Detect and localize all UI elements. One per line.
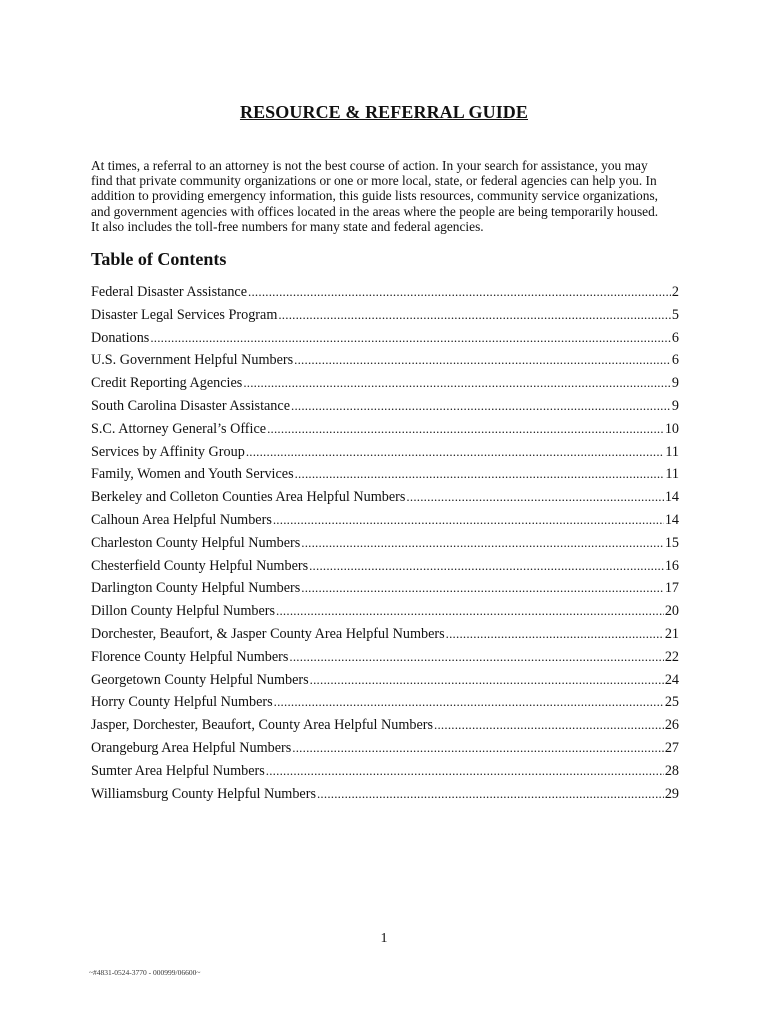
toc-entry-page: 11: [665, 443, 679, 460]
toc-entry-page: 9: [671, 397, 679, 414]
toc-entry-page: 2: [671, 284, 679, 300]
toc-entry-page: 26: [664, 717, 679, 734]
toc-entry[interactable]: [91, 307, 679, 330]
toc-entry-label: Credit Reporting Agencies: [91, 375, 243, 392]
toc-entry[interactable]: [91, 466, 679, 489]
toc-entry-page: 20: [664, 603, 679, 620]
toc-entry-page: 15: [664, 534, 679, 551]
toc-dot-leader: [266, 763, 664, 779]
toc-dot-leader: [291, 398, 671, 414]
toc-entry-label: Federal Disaster Assistance: [91, 284, 248, 300]
toc-entry-page: 29: [664, 785, 679, 802]
toc-dot-leader: [278, 307, 671, 323]
page-number: 1: [380, 931, 388, 946]
toc-entry-label: Jasper, Dorchester, Beaufort, County Area Helpful Numbers: [91, 717, 434, 734]
toc-entry-label: Orangeburg Area Helpful Numbers: [91, 739, 292, 756]
toc-entry-label: Williamsburg County Helpful Numbers: [91, 785, 316, 802]
toc-entry-page: 17: [664, 580, 679, 597]
toc-entry-label: Berkeley and Colleton Counties Area Helpful Numbers: [91, 489, 406, 506]
toc-entry[interactable]: [91, 512, 679, 535]
toc-entry[interactable]: [91, 489, 679, 512]
toc-entry-page: 9: [671, 375, 679, 392]
toc-entry-page: 28: [664, 762, 679, 779]
toc-entry-page: 16: [664, 557, 679, 574]
toc-entry-label: Family, Women and Youth Services: [91, 466, 294, 483]
toc-entry-label: Horry County Helpful Numbers: [91, 694, 273, 711]
intro-line: At times, a referral to an attorney is not the best course of action. In your search for assistance, you may: [91, 158, 648, 173]
toc-entry-label: U.S. Government Helpful Numbers: [91, 352, 294, 369]
toc-dot-leader: [274, 694, 664, 710]
toc-entry[interactable]: [91, 740, 679, 763]
toc-dot-leader: [150, 330, 671, 346]
toc-entry[interactable]: [91, 603, 679, 626]
toc-entry[interactable]: [91, 375, 679, 398]
toc-dot-leader: [309, 558, 664, 574]
toc-dot-leader: [446, 626, 664, 642]
toc-dot-leader: [301, 535, 664, 551]
page-title: RESOURCE & REFERRAL GUIDE: [239, 102, 529, 122]
intro-paragraph: [91, 158, 681, 234]
toc-entry-page: 6: [671, 329, 679, 346]
toc-entry[interactable]: [91, 694, 679, 717]
toc-entry-page: 24: [664, 671, 679, 688]
toc-entry[interactable]: [91, 421, 679, 444]
toc-entry[interactable]: [91, 398, 679, 421]
toc-entry[interactable]: [91, 535, 679, 558]
toc-entry[interactable]: [91, 580, 679, 603]
toc-dot-leader: [273, 512, 664, 528]
toc-entry[interactable]: [91, 626, 679, 649]
toc-entry-page: 27: [664, 739, 679, 756]
toc-entry-label: Dorchester, Beaufort, & Jasper County Area Helpful Numbers: [91, 625, 445, 642]
toc-entry[interactable]: [91, 649, 679, 672]
toc-entry[interactable]: [91, 444, 679, 467]
toc-entry-label: Florence County Helpful Numbers: [91, 648, 289, 665]
toc-entry[interactable]: [91, 352, 679, 375]
toc-entry-page: 11: [665, 466, 679, 483]
toc-entry-page: 5: [671, 306, 679, 323]
toc-entry-label: Services by Affinity Group: [91, 443, 245, 460]
toc-dot-leader: [267, 421, 664, 437]
toc-dot-leader: [434, 717, 664, 733]
toc-heading: Table of Contents: [91, 249, 227, 269]
toc-entry-label: Donations: [91, 329, 150, 346]
toc-dot-leader: [248, 284, 671, 300]
toc-dot-leader: [295, 466, 665, 482]
toc-dot-leader: [243, 375, 671, 391]
toc-dot-leader: [406, 489, 663, 505]
toc-entry-page: 22: [664, 648, 679, 665]
toc-entry-label: Dillon County Helpful Numbers: [91, 603, 276, 620]
toc-entry-page: 10: [664, 420, 679, 437]
toc-entry-page: 21: [664, 625, 679, 642]
intro-line: It also includes the toll-free numbers for many state and federal agencies.: [91, 218, 484, 234]
intro-line: addition to providing emergency information, this guide lists resources, community service organizations,: [91, 188, 659, 204]
toc-dot-leader: [289, 649, 663, 665]
toc-entry-label: Darlington County Helpful Numbers: [91, 580, 301, 597]
toc-entry-label: S.C. Attorney General’s Office: [91, 420, 267, 437]
document-id: ~#4831-0524-3770 - 000999/06600~: [89, 968, 201, 977]
intro-line: find that private community organizations or one or more local, state, or federal agencies can help you. In: [91, 173, 657, 189]
toc-entry-label: Sumter Area Helpful Numbers: [91, 762, 265, 779]
toc-entry-label: Georgetown County Helpful Numbers: [91, 671, 309, 688]
toc-entry[interactable]: [91, 284, 679, 307]
toc-entry-label: Disaster Legal Services Program: [91, 306, 278, 323]
toc-entry-page: 14: [664, 489, 679, 506]
toc-entry[interactable]: [91, 330, 679, 353]
toc-entry[interactable]: [91, 558, 679, 581]
intro-line: and government agencies with offices located in the areas where the people are being temporarily housed.: [91, 203, 659, 219]
toc-entry-label: Chesterfield County Helpful Numbers: [91, 557, 309, 574]
toc-entry[interactable]: [91, 786, 679, 809]
toc-dot-leader: [246, 444, 665, 460]
toc-entry-page: 25: [664, 694, 679, 711]
toc-dot-leader: [317, 786, 664, 802]
toc-dot-leader: [276, 603, 664, 619]
toc-dot-leader: [292, 740, 664, 756]
toc-dot-leader: [301, 580, 664, 596]
toc-entry-label: Charleston County Helpful Numbers: [91, 534, 301, 551]
toc-entry-label: South Carolina Disaster Assistance: [91, 397, 290, 414]
table-of-contents: [91, 284, 679, 808]
toc-dot-leader: [294, 352, 671, 368]
toc-entry-page: 6: [671, 352, 679, 369]
toc-entry-label: Calhoun Area Helpful Numbers: [91, 511, 272, 528]
toc-entry-page: 14: [664, 511, 679, 528]
toc-entry[interactable]: [91, 672, 679, 695]
toc-entry[interactable]: [91, 763, 679, 786]
toc-dot-leader: [310, 672, 664, 688]
toc-entry[interactable]: [91, 717, 679, 740]
